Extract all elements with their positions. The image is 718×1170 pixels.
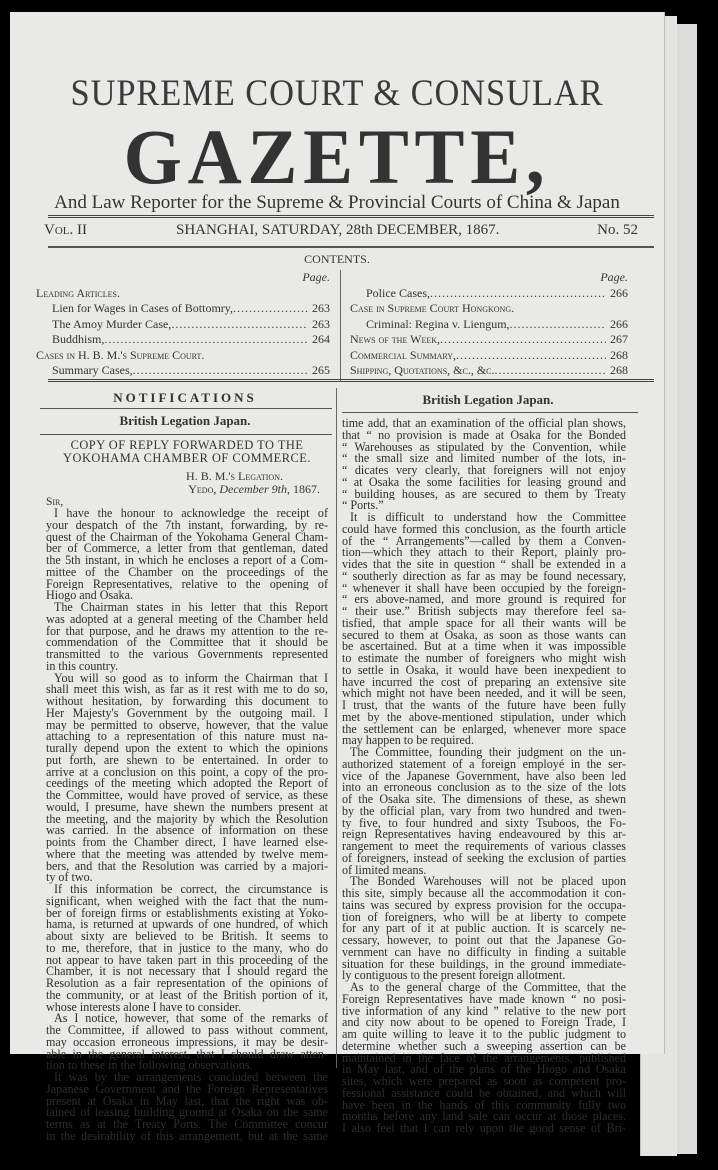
article-line: Hiogo and Osaka. (46, 590, 133, 602)
article-line: “ building houses, as are secured to them by Treaty (342, 488, 626, 501)
article-line: the community, or at least of the British portion of it, (46, 989, 328, 1002)
article-line: points from the Chamber direct, I have learned else- (46, 837, 328, 849)
article-line: turally depend upon the extent to which the opinions (46, 743, 328, 755)
article-line: of foreigners, instead of seeking the exclusion of parties (342, 852, 626, 865)
section-rule-right (342, 412, 638, 413)
article-line: As to the general charge of the Committee, that the (350, 982, 626, 994)
contents-page-number: 266 (610, 316, 628, 331)
article-line: tive information of any kind ” relative to the new port (342, 1005, 626, 1018)
issue-line (44, 222, 646, 242)
article-line: could have formed this conclusion, as the fourth article (342, 523, 626, 536)
article-line: which might not have been needed, and it will be seen, (342, 688, 626, 700)
page-column-label: Page. (302, 270, 330, 284)
article-line: It is difficult to understand how the Committee (350, 512, 626, 524)
article-line: for that purpose, and he draws my attention to the re- (46, 625, 328, 638)
contents-rule (48, 379, 654, 382)
article-line: put forth, are shewn to be entertained. In order to (46, 754, 328, 767)
contents-entry: Lien for Wages in Cases of Bottomry, ..... 263 (36, 301, 330, 317)
article-line: quest of the Chairman of the Yokohama General Cham- (46, 531, 328, 544)
article-line: to estimate the number of foreigners who might wish (342, 653, 626, 665)
article-line: “ ers above-named, and more ground is required for (342, 594, 626, 606)
dateline: SHANGHAI, SATURDAY, 28th DECEMBER, 1867. (176, 222, 500, 238)
article-line: to me, therefore, that in justice to the many, who do (46, 942, 328, 955)
article-line: “ whenever it shall have been occupied by the foreign- (342, 582, 626, 595)
article-line: vides that the site in question “ shall be extended in a (342, 559, 626, 571)
article-line: the settlement can be enlarged, whenever more space (342, 723, 626, 736)
article-line: “ southerly direction as far as may be found necessary, (342, 570, 626, 583)
article-line: by the official plan, vary from two hundred and twen- (342, 805, 626, 818)
article-column-left (46, 508, 328, 1143)
newspaper-page (10, 12, 665, 1143)
contents-entry: Summary Cases, ..... 265 (36, 363, 330, 379)
article-line: tion—which they attach to their Report, plainly pro- (342, 547, 626, 559)
article-line: maintained in the face of the arrangements, published (342, 1052, 626, 1065)
masthead-title-top: SUPREME COURT & CONSULAR (70, 73, 604, 114)
contents-right-column (350, 270, 628, 379)
article-line: present at Osaka in May last, that the right was ob- (46, 1095, 328, 1108)
article-line: the Committee, would have proved of service, as these (46, 790, 328, 802)
page-column-label: Page. (600, 270, 628, 284)
letter-salutation: Sir, (46, 496, 64, 508)
article-line: ty of two. (46, 872, 93, 884)
article-line: may occasion erroneous impressions, it may be desir- (46, 1036, 328, 1049)
article-line: You will so good as to inform the Chairman that I (54, 672, 328, 685)
article-line: may happen to be required. (342, 735, 474, 747)
notifications-rule (40, 408, 332, 409)
contents-page-number: 268 (610, 347, 628, 362)
article-line: “ Warehouses as stipulated by the Convention, while (342, 441, 626, 454)
contents-entry: Leading Articles. (36, 285, 120, 300)
contents-entry: Case in Supreme Court Hongkong. (350, 301, 515, 315)
article-line: time add, that an examination of the official plan shows, (342, 418, 626, 430)
section-heading-left: British Legation Japan. (119, 413, 251, 428)
article-line: It was by the arrangements concluded between the (54, 1072, 328, 1084)
article-line: The Committee, founding their judgment on the un- (350, 747, 626, 759)
article-line: for any part of it at public auction. It is scarcely ne- (342, 923, 626, 935)
contents-entry: The Amoy Murder Case, ..... 263 (36, 317, 330, 333)
article-line: into an erroneous conclusion as to the size of the lots (342, 782, 626, 794)
article-line: was adopted at a general meeting of the Chamber held (46, 613, 328, 626)
article-line: the 5th instant, in which he encloses a report of a Com- (46, 555, 328, 567)
article-line: ceedings of the meeting which adopted the Report of (46, 778, 328, 790)
contents-page-number: 264 (312, 332, 330, 346)
article-line: tisfied, that ample space for all their wants will be (342, 617, 626, 630)
contents-page-number: 268 (610, 363, 628, 377)
article-line: tion of foreigners, who will be at liberty to compete (342, 911, 626, 924)
article-line: am quite willing to leave it to the public judgment to (342, 1029, 626, 1041)
article-line: “ dicates very clearly, that foreigners will not enjoy (342, 465, 626, 477)
article-line: have been in the hands of this community fully two (342, 1099, 626, 1112)
article-line: met by the above-mentioned stipulation, under which (342, 711, 626, 724)
article-line: and city now about to be opened to Foreign Trade, I (342, 1017, 626, 1029)
article-line: vernment can have no difficulty in finding a suitable (342, 946, 626, 959)
masthead-subtitle: And Law Reporter for the Supreme & Provincial Courts of China & Japan (54, 192, 620, 213)
article-line: was carried. In the absence of information on these (46, 825, 328, 837)
article-line: If this information be correct, the circumstance is (54, 884, 328, 896)
article-line: in the desirability of this arrangement, but at the same (46, 1130, 328, 1143)
letter-sender: H. B. M.'s Legation. (186, 469, 283, 483)
article-line: The Bonded Warehouses will not be placed upon (350, 876, 626, 888)
article-line: of the Osaka site. The dimensions of these, as shewn (342, 794, 626, 806)
article-line: I have the honour to acknowledge the receipt of (54, 508, 328, 520)
article-line: not appear to have taken part in this proceeding of the (46, 954, 328, 967)
contents-page-number: 263 (312, 316, 330, 331)
article-line: Foreign Representatives have made known “ no posi- (342, 993, 626, 1006)
article-line: in May last, and of the plans of the Hiogo and Osaka (342, 1064, 626, 1076)
contents-entry: News of the Week, ..... 267 (350, 332, 628, 348)
article-line: reign Representatives having endeavoured by this ar- (342, 829, 626, 841)
article-line: the meeting, and the majority by which the Resolution (46, 813, 328, 826)
article-line: without hesitation, by forwarding this document to (46, 696, 328, 708)
contents-heading: CONTENTS. (304, 252, 370, 266)
article-line: in this country. (46, 660, 119, 673)
article-line: Her Majesty's Government by the outgoing mail. I (46, 707, 328, 720)
contents-page-number: 263 (312, 301, 330, 315)
issue-rule (48, 246, 654, 248)
article-line: As I notice, however, that some of the remarks of (54, 1013, 328, 1025)
article-line: “ the small size and limited number of the lots, in- (342, 453, 626, 465)
article-line: hama, is returned at upwards of one hundred, of which (46, 919, 328, 931)
volume-label: Vol. II (44, 222, 87, 238)
article-line: where that the meeting was attended by twelve mem- (46, 848, 328, 861)
article-line: rangement to meet the requirements of various classes (342, 841, 626, 853)
article-line: that “ no provision is made at Osaka for the Bonded (342, 429, 626, 442)
article-line: ty five, to four hundred and sixty Tsuboos, the Fo- (342, 817, 626, 830)
article-line: would, I presume, have shewn the numbers present at (46, 801, 328, 814)
article-line: of limited means. (342, 864, 427, 877)
article-line: transmitted to the various Governments represented (46, 649, 328, 661)
article-line: authorized statement of a foreign employé in the ser- (342, 758, 626, 771)
article-line: may be permitted to observe, however, that the value (46, 719, 328, 732)
article-line: Chamber, it is not necessary that I should regard the (46, 966, 328, 978)
article-line: whose interests alone I have to consider. (46, 1001, 242, 1014)
article-line: tains was secured by express provision for the occupa- (342, 899, 626, 912)
article-line: shall meet this wish, as far as it rest with me to do so, (46, 684, 328, 696)
article-line: cessary, however, to point out that the Japanese Go- (342, 935, 626, 947)
contents-page-number: 265 (312, 363, 330, 377)
article-line: Foreign Representatives, relative to the opening of (46, 578, 328, 591)
article-line: attaching to a representation of this nature must na- (46, 731, 328, 743)
column-divider (336, 388, 337, 1068)
contents-entry: Shipping, Quotations, &c., &c. ..... 268 (350, 363, 628, 379)
article-line: mittee of the Chamber on the proceedings of the (46, 566, 328, 579)
contents-entry: Criminal: Regina v. Liengum, ..... 266 (350, 317, 628, 333)
section-rule-left (40, 434, 332, 435)
article-line: months before any land sale can occur at those places. (342, 1111, 626, 1123)
article-line: fessional assistance could be obtained, and which will (342, 1087, 626, 1100)
article-line: commendation of the Committee that it should be (46, 637, 328, 649)
article-line: determine whether such a sweeping assertion can be (342, 1040, 626, 1053)
letter-place-date: Yedo, December 9th, 1867. (188, 482, 320, 496)
issue-number: No. 52 (597, 222, 638, 238)
article-line: this site, simply because all the accommodation it con- (342, 888, 626, 900)
masthead-rule (48, 215, 654, 218)
article-line: “ their use.” British subjects may therefore feel sa- (342, 606, 626, 618)
article-line: significant, when weighed with the fact that the num- (46, 895, 328, 908)
article-line: sites, which were prepared as soon as competent pro- (342, 1076, 626, 1088)
article-line: Resolution as a fair representation of the opinions of (46, 978, 328, 990)
masthead-title-main: GAZETTE, (123, 113, 551, 200)
article-line: Japanese Government and the Foreign Representatives (46, 1083, 328, 1096)
article-line: situation for these buildings, in the ground immediate- (342, 958, 626, 971)
article-line: of the “ Arrangements”—called by them a Conven- (342, 535, 626, 548)
article-line: vice of the Japanese Government, have also been led (342, 770, 626, 783)
contents-entry: Buddhism, ..... 264 (36, 332, 330, 348)
notifications-heading: NOTIFICATIONS (113, 390, 257, 405)
contents-page-number: 266 (610, 285, 628, 300)
contents-divider (340, 270, 341, 382)
article-line: ly contiguous to the present foreign allotment. (342, 970, 566, 982)
article-line: “ Ports.” (342, 500, 384, 512)
article-line: terms as at the Treaty Ports. The Committee concur (46, 1119, 328, 1131)
article-line: be ascertained. But at a time when it was impossible (342, 641, 626, 653)
article-line: I trust, that the wants of the future have been fully (342, 700, 626, 712)
article-line: have incurred the cost of preparing an extensive site (342, 676, 626, 689)
contents-entry: Police Cases, ..... 266 (350, 286, 628, 302)
article-column-right (342, 418, 626, 1135)
article-line: I also feel that I can rely upon the good sense of Bri- (342, 1123, 626, 1135)
article-line: about sixty are believed to be British. It seems to (46, 931, 328, 943)
article-line: arrive at a conclusion on this point, a copy of the pro- (46, 766, 328, 779)
contents-entry: Commercial Summary, ..... 268 (350, 348, 628, 364)
article-line: to settle in Osaka, it would have been inexpedient to (342, 664, 626, 677)
contents-page-number: 267 (610, 332, 628, 346)
letter-title: COPY OF REPLY FORWARDED TO THE YOKOHAMA CHAMBER OF COMMERCE. (63, 438, 311, 465)
article-line: ber of foreign firms or establishments existing at Yoko- (46, 907, 328, 920)
article-line: The Chairman states in his letter that this Report (54, 602, 328, 614)
section-heading-right: British Legation Japan. (422, 392, 554, 407)
article-line: your despatch of the 7th instant, forwarding, by re- (46, 519, 328, 532)
article-line: bers, and that the Resolution was carried by a majori- (46, 860, 328, 873)
article-line: tained of leasing building ground at Osaka on the same (46, 1107, 328, 1119)
article-line: the Committee, if allowed to pass without comment, (46, 1025, 328, 1037)
contents-left-column (36, 270, 330, 379)
contents-entry: Cases in H. B. M.'s Supreme Court. (36, 347, 205, 362)
article-line: ber of Commerce, a letter from that gentleman, dated (46, 543, 328, 555)
article-line: tion to these in the following observations. (46, 1060, 253, 1072)
article-line: “ at Osaka the some facilities for leasing ground and (342, 476, 626, 489)
article-line: able in the general interest, that I should draw atten- (46, 1048, 328, 1061)
article-line: secured to them at Osaka, as soon as those wants can (342, 629, 626, 642)
